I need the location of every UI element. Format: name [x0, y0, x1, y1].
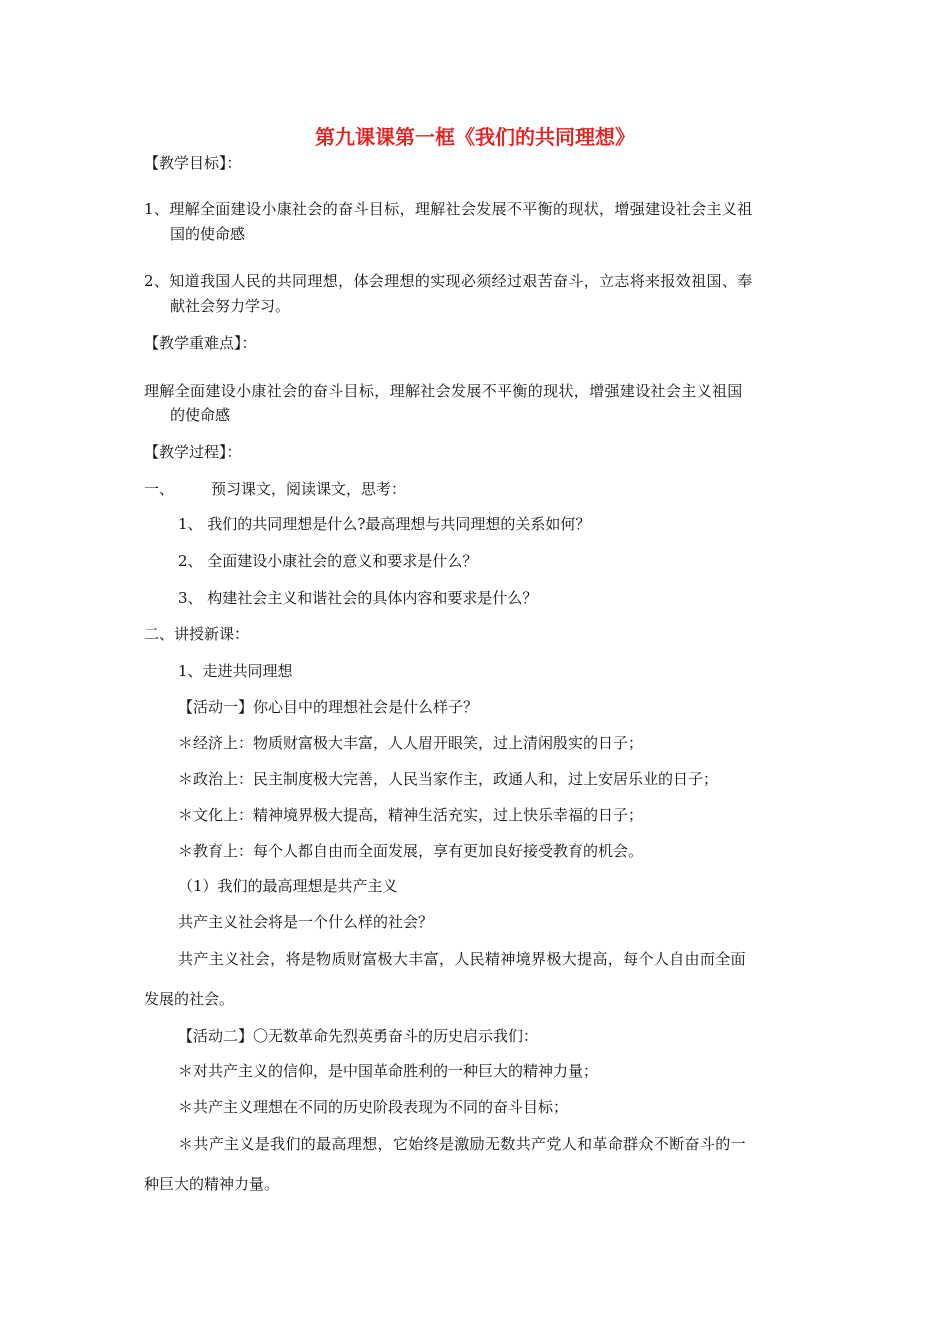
goal-2-line2: 献社会努力学习。 — [170, 297, 291, 315]
document-title: 第九课课第一框《我们的共同理想》 — [315, 125, 635, 149]
lesson-bullet-3-line1: ＊共产主义是我们的最高理想，它始终是激励无数共产党人和革命群众不断奋斗的一 — [178, 1135, 746, 1153]
step1-number: 一、 — [144, 480, 175, 498]
lesson-bullet-3-line2: 种巨大的精神力量。 — [144, 1175, 280, 1193]
point-question: 共产主义社会将是一个什么样的社会？ — [178, 913, 434, 931]
bullet-culture: ＊文化上：精神境界极大提高，精神生活充实，过上快乐幸福的日子； — [178, 806, 644, 824]
goal-1-line2: 国的使命感 — [170, 225, 246, 243]
bullet-education: ＊教育上：每个人都自由而全面发展，享有更加良好接受教育的机会。 — [178, 842, 644, 860]
step1-text: 预习课文，阅读课文，思考： — [211, 480, 407, 498]
step2-heading: 二、讲授新课： — [144, 625, 250, 643]
key-line2: 的使命感 — [170, 406, 231, 424]
point-answer-line1: 共产主义社会，将是物质财富极大丰富，人民精神境界极大提高，每个人自由而全面 — [178, 950, 746, 968]
bullet-economy: ＊经济上：物质财富极大丰富，人人眉开眼笑，过上清闲殷实的日子； — [178, 734, 644, 752]
goal-2-line1: 2、知道我国人民的共同理想，体会理想的实现必须经过艰苦奋斗，立志将来报效祖国、奉 — [144, 272, 753, 290]
goal-1-line1: 1、理解全面建设小康社会的奋斗目标，理解社会发展不平衡的现状，增强建设社会主义祖 — [144, 200, 753, 218]
question-3: 3、 构建社会主义和谐社会的具体内容和要求是什么？ — [178, 589, 538, 607]
goal-heading: 【教学目标】： — [144, 154, 242, 172]
question-2: 2、 全面建设小康社会的意义和要求是什么？ — [178, 552, 478, 570]
process-heading: 【教学过程】： — [144, 443, 242, 461]
sub-heading-1: 1、走进共同理想 — [178, 662, 293, 680]
key-heading: 【教学重难点】： — [144, 334, 257, 352]
point-1: （1）我们的最高理想是共产主义 — [178, 877, 398, 895]
question-1: 1、 我们的共同理想是什么?最高理想与共同理想的关系如何？ — [178, 515, 591, 533]
key-line1: 理解全面建设小康社会的奋斗目标，理解社会发展不平衡的现状，增强建设社会主义祖国 — [144, 382, 743, 400]
activity-1: 【活动一】你心目中的理想社会是什么样子？ — [178, 698, 479, 716]
point-answer-line2: 发展的社会。 — [144, 990, 235, 1008]
activity-2: 【活动二】〇无数革命先烈英勇奋斗的历史启示我们： — [178, 1027, 539, 1045]
lesson-bullet-2: ＊共产主义理想在不同的历史阶段表现为不同的奋斗目标； — [178, 1098, 569, 1116]
lesson-bullet-1: ＊对共产主义的信仰，是中国革命胜利的一种巨大的精神力量； — [178, 1062, 599, 1080]
bullet-politics: ＊政治上：民主制度极大完善，人民当家作主，政通人和，过上安居乐业的日子； — [178, 770, 719, 788]
